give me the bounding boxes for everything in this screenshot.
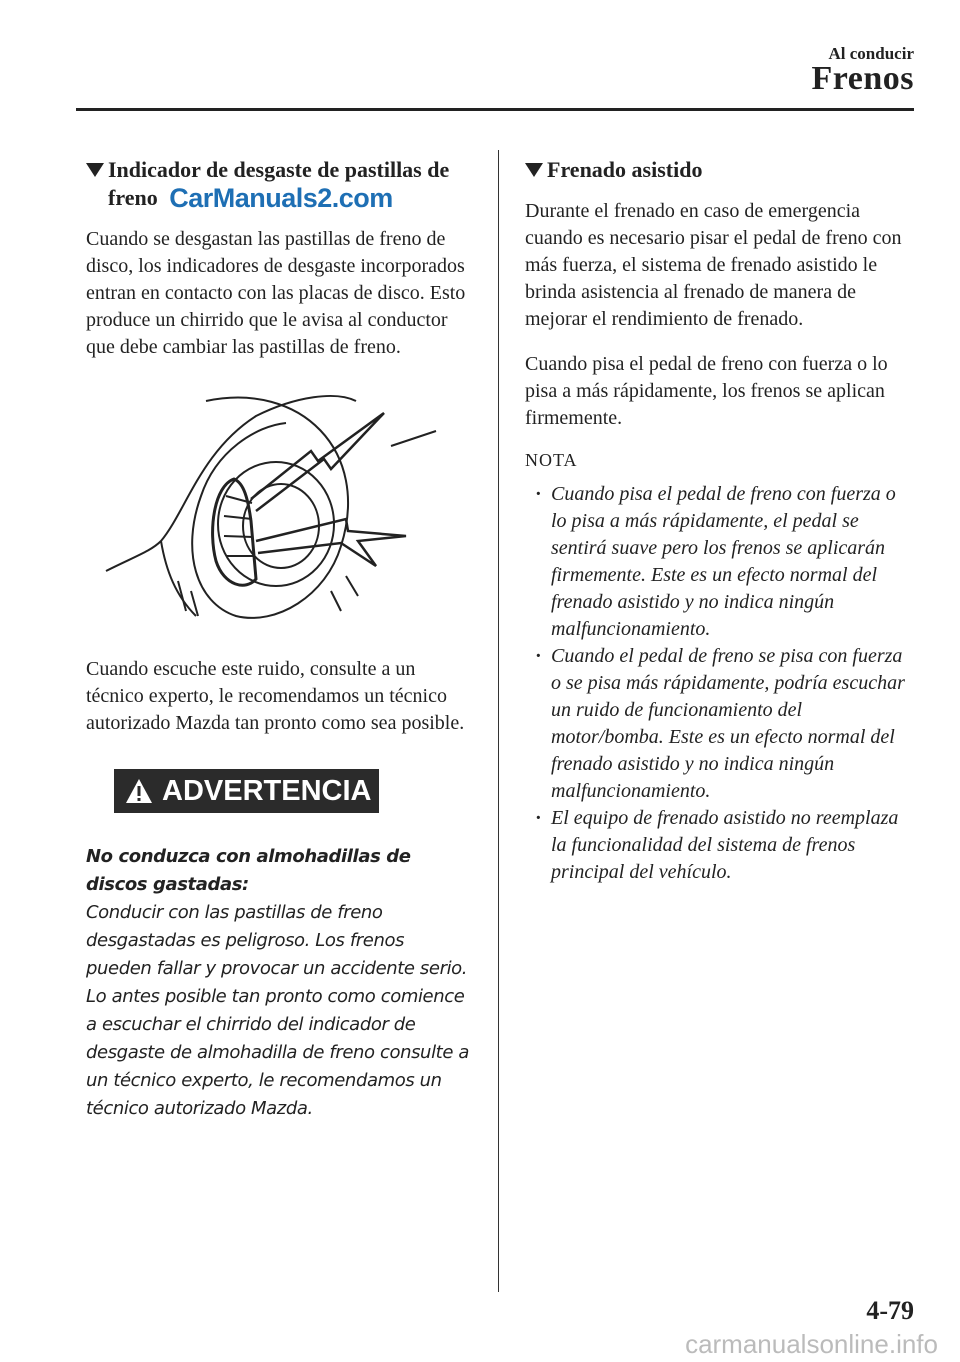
warning-banner [114, 769, 379, 813]
page-title: Frenos [811, 60, 914, 97]
page-number: 4-79 [866, 1296, 914, 1325]
note-item: · El equipo de frenado asistido no reemplaza la funcionalidad del sistema de frenos principal del vehículo. [525, 805, 915, 886]
noise-advice-paragraph: Cuando escuche este ruido, consulte a un técnico experto, le recomendamos un técnico autorizado Mazda tan pronto como sea posible. [86, 658, 465, 734]
left-column [86, 150, 472, 1123]
note-list [525, 481, 915, 886]
heading-line-1: Indicador de desgaste de pastillas de [108, 157, 450, 182]
brake-assist-paragraph-1: Durante el frenado en caso de emergencia cuando es necesario pisar el pedal de freno con más fuerza, el sistema de frenado asistido le brinda asistencia al frenado de manera de mejorar el rendimiento de frenado. [525, 200, 902, 330]
section-heading-pad-wear [86, 156, 472, 212]
section-heading-brake-assist [525, 156, 915, 184]
heading-line-2: freno [108, 185, 158, 210]
warning-triangle-icon [124, 777, 154, 805]
brake-wear-illustration [86, 391, 472, 631]
right-column [525, 150, 915, 886]
brake-assist-paragraph-2: Cuando pisa el pedal de freno con fuerza o lo pisa a más rápidamente, los frenos se aplican firmemente. [525, 353, 888, 429]
heading-text: Frenado asistido [547, 157, 703, 182]
watermark-logo: CarManuals2.com [169, 183, 393, 213]
warning-body: Conducir con las pastillas de freno desgastadas es peligroso. Los frenos pueden fallar y provocar un accidente serio. Lo antes posible tan pronto como comience a escuchar el chirrido del indicador de desgaste de almohadilla de freno consulte a un técnico experto, le recomendamos un técnico autorizado Mazda. [86, 902, 469, 1119]
note-label: NOTA [525, 450, 578, 470]
pad-wear-paragraph: Cuando se desgastan las pastillas de freno de disco, los indicadores de desgaste incorporados entran en contacto con las placas de disco. Esto produce un chirrido que le avisa al conductor que debe cambiar las pastillas de freno. [86, 228, 466, 358]
note-item: · Cuando pisa el pedal de freno con fuerza o lo pisa a más rápidamente, el pedal se sentirá suave pero los frenos se aplicarán firmemente. Este es un efecto normal del frenado asistido y no indica ningún malfuncionamiento. [525, 481, 915, 643]
warning-label: ADVERTENCIA [162, 774, 372, 807]
warning-title: No conduzca con almohadillas de discos gastadas: [86, 846, 411, 895]
note-item: · Cuando el pedal de freno se pisa con fuerza o se pisa más rápidamente, podría escuchar un ruido de funcionamiento del motor/bomba. Este es un efecto normal del frenado asistido y no indica ningún malfuncionamiento. [525, 643, 915, 805]
column-divider [498, 150, 499, 1292]
warning-text [86, 843, 472, 1123]
header-divider [76, 108, 914, 111]
triangle-marker-icon [525, 163, 543, 177]
section-label: Al conducir [828, 44, 914, 63]
triangle-marker-icon [86, 163, 104, 177]
footer-watermark: carmanualsonline.info [685, 1329, 938, 1359]
